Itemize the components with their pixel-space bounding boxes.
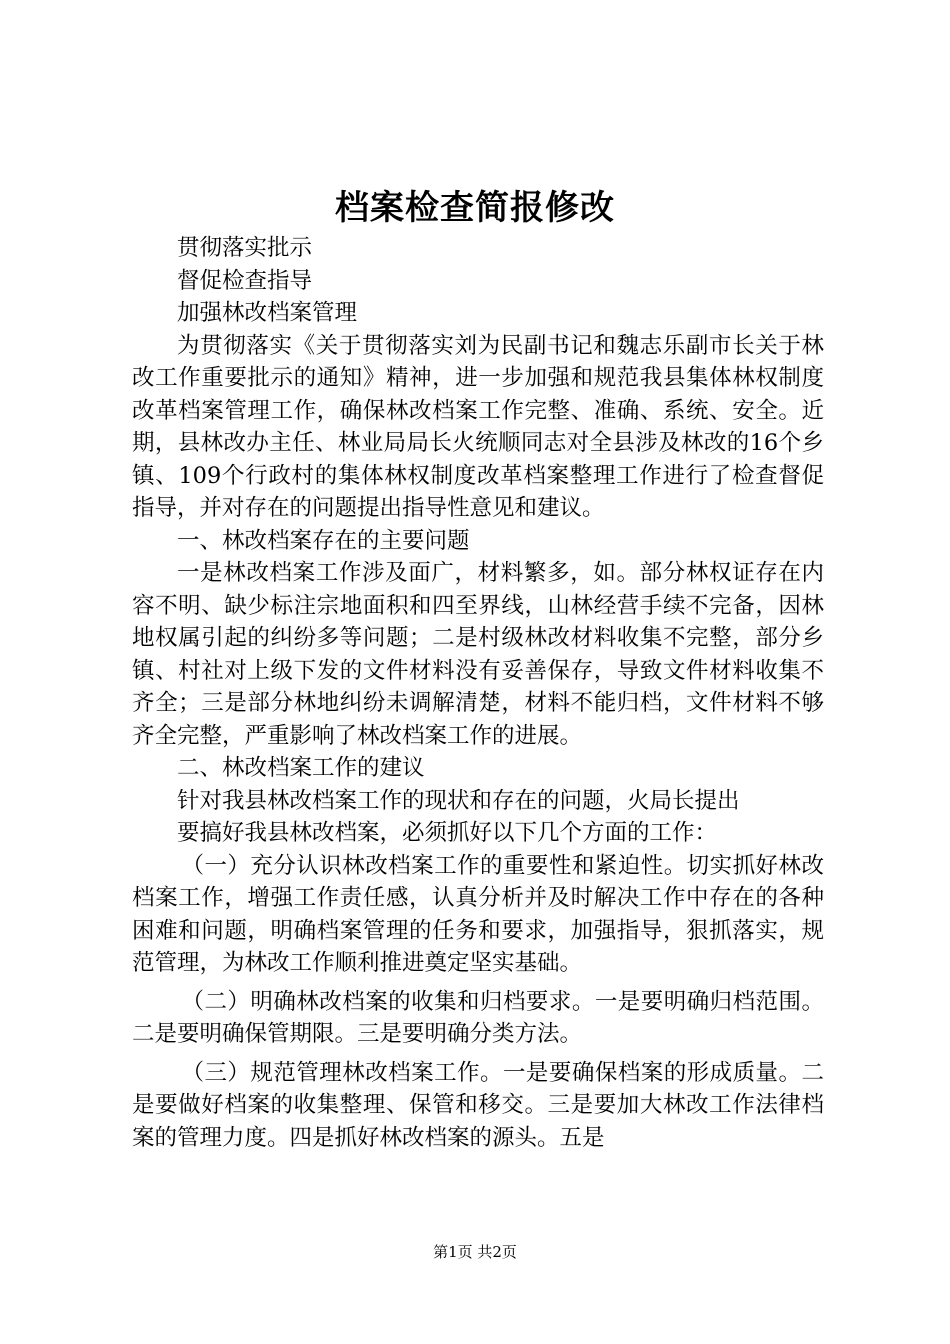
suggestion-item-1: （一）充分认识林改档案工作的重要性和紧迫性。切实抓好林改档案工作，增强工作责任感，认真分析并及时解决工作中存在的各种困难和问题，明确档案管理的任务和要求，加强指导，狠抓落实，规范管理，为林改工作顺利推进奠定坚实基础。 (132, 852, 824, 976)
suggestions-intro-line-2: 要搞好我县林改档案，必须抓好以下几个方面的工作： (177, 820, 718, 846)
subtitle-line-2: 督促检查指导 (177, 267, 313, 294)
subtitle-line-1: 贯彻落实批示 (177, 235, 313, 261)
intro-paragraph: 为贯彻落实《关于贯彻落实刘为民副书记和魏志乐副市长关于林改工作重要批示的通知》精神，进一步加强和规范我县集体林权制度改革档案管理工作，确保林改档案工作完整、准确、系统、安全。近期，县林改办主任、林业局局长火统顺同志对全县涉及林改的16个乡镇、109个行政村的集体林权制度改革档案整理工作进行了检查督促指导，并对存在的问题提出指导性意见和建议。 (132, 332, 824, 521)
suggestion-item-3: （三）规范管理林改档案工作。一是要确保档案的形成质量。二是要做好档案的收集整理、保管和移交。三是要加大林改工作法律档案的管理力度。四是抓好林改档案的源头。五是 (132, 1059, 824, 1151)
section-heading-problems: 一、林改档案存在的主要问题 (177, 527, 470, 554)
document-body (132, 232, 824, 1154)
page-number-footer: 第1页 共2页 (433, 1243, 517, 1261)
document-title: 档案检查简报修改 (335, 188, 615, 228)
section-heading-suggestions: 二、林改档案工作的建议 (177, 755, 425, 781)
suggestions-intro-line-1: 针对我县林改档案工作的现状和存在的问题，火局长提出 (177, 787, 740, 814)
problems-paragraph: 一是林改档案工作涉及面广，材料繁多，如。部分林权证存在内容不明、缺少标注宗地面积和四至界线，山林经营手续不完备，因林地权属引起的纠纷多等问题；二是村级林改材料收集不完整，部分乡镇、村社对上级下发的文件材料没有妥善保存，导致文件材料收集不齐全；三是部分林地纠纷未调解清楚，材料不能归档，文件材料不够齐全完整，严重影响了林改档案工作的进展。 (132, 560, 824, 749)
suggestion-item-2: （二）明确林改档案的收集和归档要求。一是要明确归档范围。二是要明确保管期限。三是要明确分类方法。 (132, 988, 824, 1047)
subtitle-line-3: 加强林改档案管理 (177, 300, 358, 326)
